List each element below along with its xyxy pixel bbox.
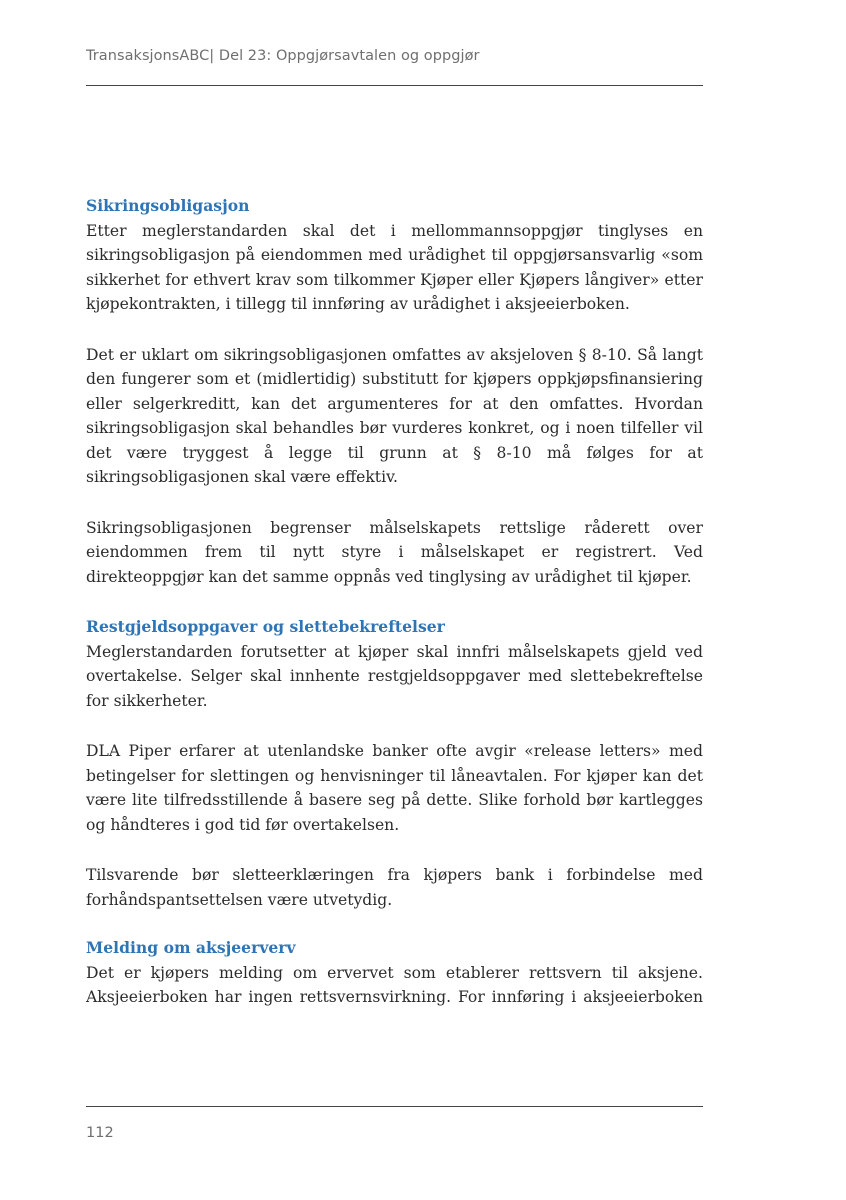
section-melding-om-aksjeerverv — [86, 936, 703, 1010]
paragraph: Meglerstandarden forutsetter at kjøper skal innfri målselskapets gjeld ved overtakelse. Selger skal innhente restgjeldsoppgaver med slettebekreftelse for sikkerheter. — [86, 642, 703, 710]
section-restgjeldsoppgaver — [86, 615, 703, 912]
paragraph: Etter meglerstandarden skal det i mellommannsoppgjør tinglyses en sikringsobligasjon på eiendommen med urådighet til oppgjørsansvarlig «som sikkerhet for ethvert krav som tilkommer Kjøper eller Kjøpers långiver» etter kjøpekontrakten, i tillegg til innføring av urådighet i aksjeeierboken. — [86, 221, 703, 313]
section-sikringsobligasjon — [86, 194, 703, 589]
section-heading: Melding om aksjeerverv — [86, 938, 296, 957]
paragraph: Det er kjøpers melding om ervervet som etablerer rettsvern til aksjene. Aksjeeierboken har ingen rettsvernsvirkning. For innføring i aksjeeierboken — [86, 963, 703, 1006]
header-divider — [86, 85, 703, 86]
running-header: TransaksjonsABC| Del 23: Oppgjørsavtalen og oppgjør — [86, 48, 480, 64]
paragraph: Sikringsobligasjonen begrenser målselskapets rettslige råderett over eiendommen frem til nytt styre i målselskapet er registrert. Ved direkteoppgjør kan det samme oppnås ved tinglysing av urådighet til kjøper. — [86, 518, 703, 586]
paragraph: Tilsvarende bør sletteerklæringen fra kjøpers bank i forbindelse med forhåndspantsettelsen være utvetydig. — [86, 866, 703, 909]
section-heading: Sikringsobligasjon — [86, 196, 250, 215]
footer-divider — [86, 1106, 703, 1107]
section-heading: Restgjeldsoppgaver og slettebekreftelser — [86, 617, 445, 636]
main-text — [86, 194, 703, 1010]
page-number: 112 — [86, 1125, 114, 1141]
paragraph: DLA Piper erfarer at utenlandske banker ofte avgir «release letters» med betingelser for slettingen og henvisninger til låneavtalen. For kjøper kan det være lite tilfredsstillende å basere seg på dette. Slike forhold bør kartlegges og håndteres i god tid før overtakelsen. — [86, 742, 703, 834]
paragraph: Det er uklart om sikringsobligasjonen omfattes av aksjeloven § 8-10. Så langt den fungerer som et (midlertidig) substitutt for kjøpers oppkjøpsfinansiering eller selgerkreditt, kan det argumenteres for at den omfattes. Hvordan sikringsobligasjon skal behandles bør vurderes konkret, og i noen tilfeller vil det være tryggest å legge til grunn at § 8-10 må følges for at sikringsobligasjonen skal være effektiv. — [86, 345, 703, 486]
